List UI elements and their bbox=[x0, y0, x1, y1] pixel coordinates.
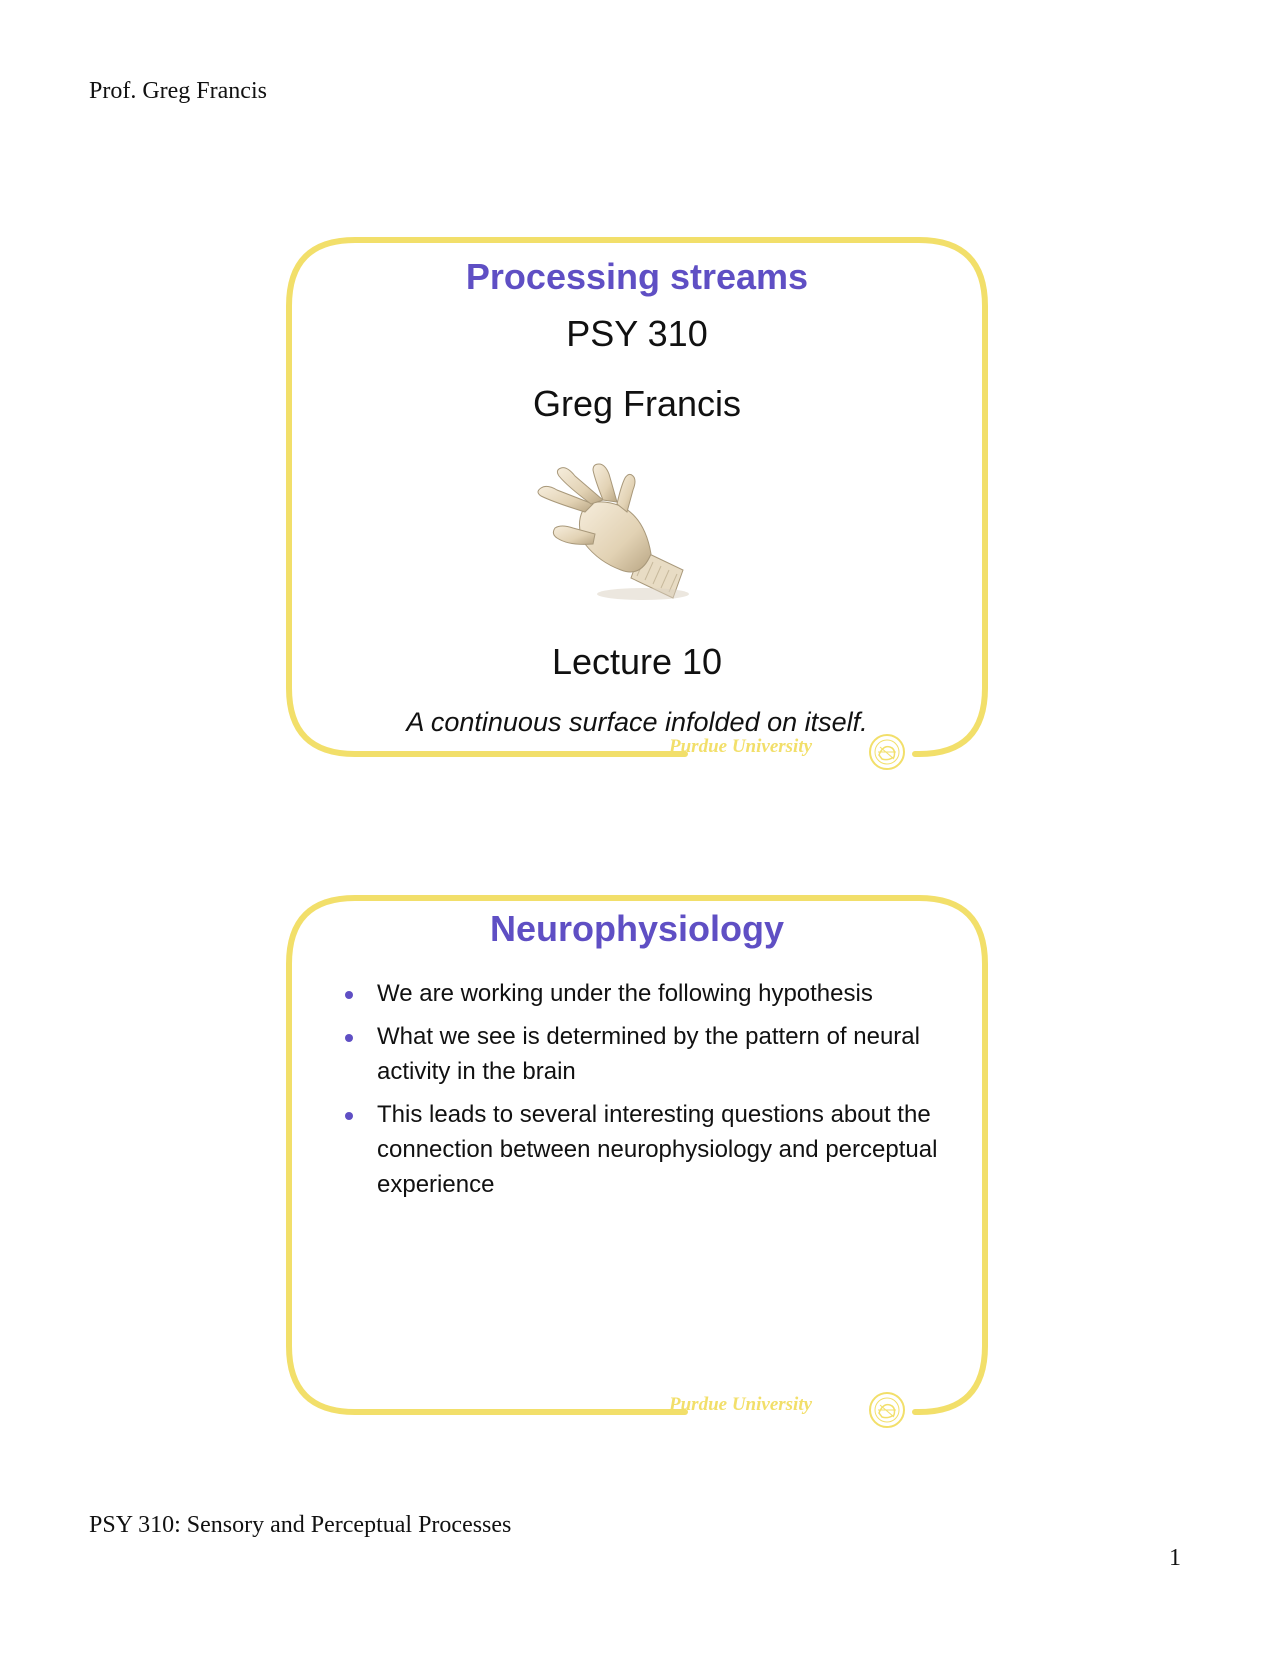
bullet-text: What we see is determined by the pattern of neural activity in the brain bbox=[377, 1023, 920, 1085]
course-name: PSY 310 bbox=[566, 313, 708, 354]
bullet-icon bbox=[345, 991, 353, 999]
lecture-number: Lecture 10 bbox=[551, 641, 723, 682]
page-number: 1 bbox=[1169, 1545, 1181, 1571]
bullet-text: We are working under the following hypothesis bbox=[377, 980, 873, 1007]
bullet-item bbox=[345, 1019, 965, 1089]
bullet-icon bbox=[345, 1034, 353, 1042]
university-label: Purdue University bbox=[669, 736, 813, 757]
bullet-list bbox=[345, 976, 965, 1210]
purdue-seal-icon bbox=[868, 1391, 906, 1429]
bullet-item bbox=[345, 1097, 965, 1202]
purdue-seal-icon bbox=[868, 733, 906, 771]
university-label: Purdue University bbox=[669, 1394, 813, 1415]
slide-neurophysiology bbox=[285, 894, 989, 1418]
slide-title: Processing streams bbox=[465, 256, 809, 297]
bullet-icon bbox=[345, 1112, 353, 1120]
slide-title-page bbox=[285, 236, 989, 760]
glove-image bbox=[533, 462, 699, 604]
page-header: Prof. Greg Francis bbox=[89, 78, 267, 104]
page-footer: PSY 310: Sensory and Perceptual Processes bbox=[89, 1512, 512, 1538]
slide-title: Neurophysiology bbox=[489, 908, 785, 949]
author-name: Greg Francis bbox=[532, 383, 742, 424]
bullet-item bbox=[345, 976, 965, 1011]
bullet-text: This leads to several interesting questions about the connection between neurophysiology and perceptual experience bbox=[377, 1101, 938, 1198]
lecture-subtitle: A continuous surface infolded on itself. bbox=[406, 707, 868, 737]
